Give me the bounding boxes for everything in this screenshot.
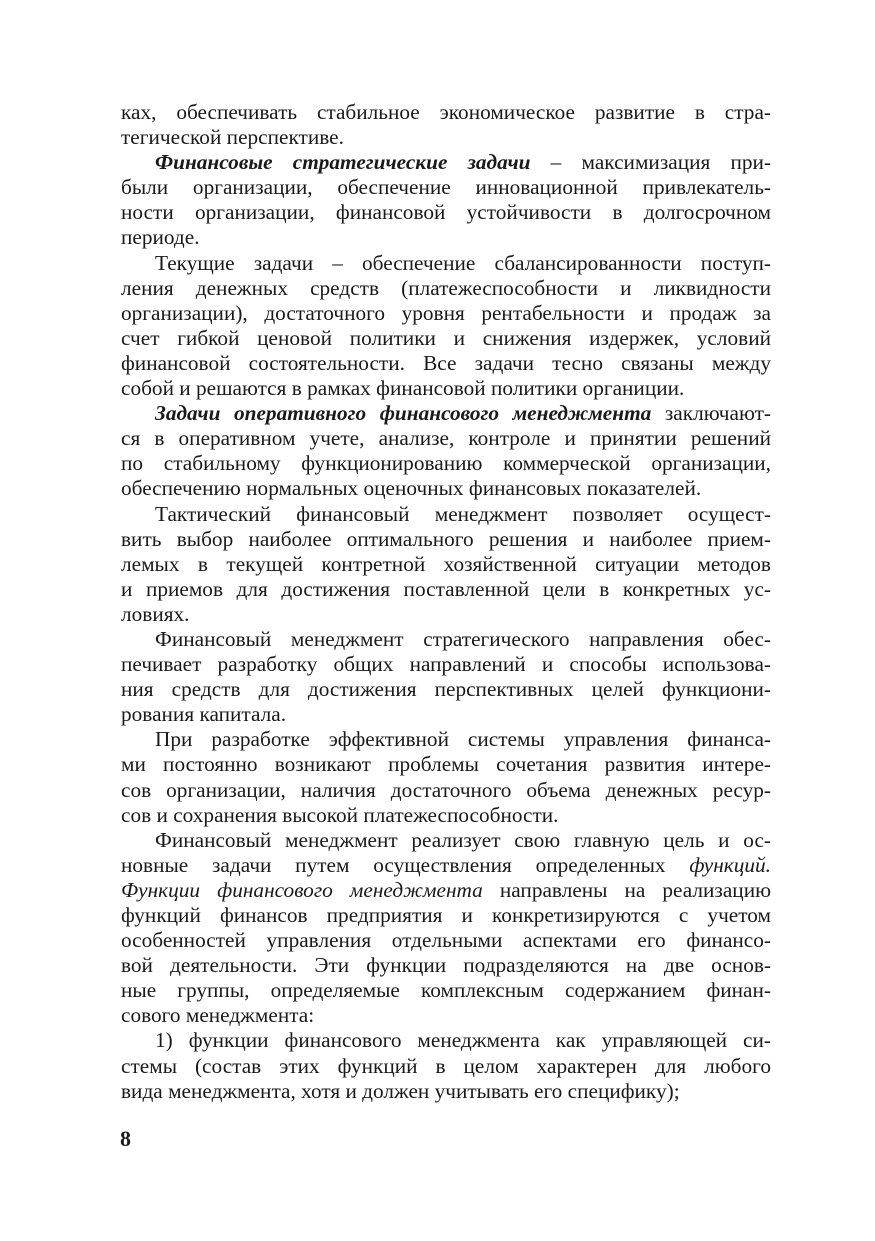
text-line	[121, 225, 771, 250]
text-line	[121, 903, 771, 928]
text-span: заключают-	[651, 401, 771, 426]
text-line	[121, 778, 771, 803]
text-line	[121, 803, 771, 828]
text-line	[121, 928, 771, 953]
text-span: 1) функции финансового менеджмента как управляющей си-	[155, 1028, 771, 1053]
text-span: Финансовый менеджмент реализует свою главную цель и ос-	[155, 827, 771, 852]
text-line	[121, 426, 771, 451]
text-line	[121, 1003, 771, 1028]
emphasized-term: Финансовые стратегические задачи	[155, 150, 531, 175]
paragraph	[121, 150, 771, 250]
text-span: финансовой состоятельности. Все задачи тесно связаны между	[121, 350, 771, 375]
paragraph	[121, 1028, 771, 1103]
text-span: особенностей управления отдельными аспектами его финансо-	[121, 928, 771, 953]
text-span: новные задачи путем осуществления определенных	[121, 852, 690, 877]
text-line	[121, 577, 771, 602]
text-span: счет гибкой ценовой политики и снижения издержек, условий	[121, 325, 771, 350]
text-line	[121, 100, 771, 125]
text-line	[121, 1079, 771, 1104]
text-line	[121, 828, 771, 853]
text-span: вой деятельности. Эти функции подразделяются на две основ-	[121, 953, 771, 978]
text-line	[121, 1028, 771, 1053]
paragraph	[121, 627, 771, 727]
text-line	[121, 301, 771, 326]
paragraph	[121, 727, 771, 827]
text-span: сов и сохранения высокой платежеспособности.	[121, 802, 559, 827]
text-line	[121, 376, 771, 401]
text-span: сов организации, наличия достаточного объема денежных ресур-	[121, 777, 771, 802]
text-span: организации), достаточного уровня рентабельности и продаж за	[121, 300, 771, 325]
text-line	[121, 752, 771, 777]
text-span: обеспечению нормальных оценочных финансовых показателей.	[121, 476, 702, 501]
emphasized-term: Задачи оперативного финансового менеджмента	[155, 401, 652, 426]
text-span: ные группы, определяемые комплексным содержанием финан-	[121, 978, 771, 1003]
paragraph	[121, 251, 771, 402]
text-line	[121, 727, 771, 752]
text-span: периоде.	[121, 225, 200, 250]
text-span: ми постоянно возникают проблемы сочетания развития интере-	[121, 752, 771, 777]
text-line	[121, 527, 771, 552]
text-span: стемы (состав этих функций в целом характерен для любого	[121, 1053, 771, 1078]
text-span: печивает разработку общих направлений и способы использова-	[121, 652, 771, 677]
text-line	[121, 326, 771, 351]
page-number: 8	[120, 1126, 131, 1151]
text-span: ния средств для достижения перспективных целей функциони-	[121, 677, 771, 702]
text-line	[121, 502, 771, 527]
page-body-text	[121, 100, 771, 1104]
text-span: собой и решаются в рамках финансовой политики органиции.	[121, 376, 685, 401]
text-span: ловиях.	[121, 601, 190, 626]
text-line	[121, 677, 771, 702]
text-span: лемых в текущей контретной хозяйственной ситуации методов	[121, 551, 771, 576]
emphasized-term: функций.	[689, 852, 771, 877]
text-line	[121, 125, 771, 150]
text-line	[121, 878, 771, 903]
text-span: вида менеджмента, хотя и должен учитывать его специфику);	[121, 1078, 680, 1103]
text-line	[121, 953, 771, 978]
text-line	[121, 602, 771, 627]
text-span: по стабильному функционированию коммерческой организации,	[121, 451, 771, 476]
text-line	[121, 401, 771, 426]
text-span: сового менеджмента:	[121, 1003, 315, 1028]
text-line	[121, 1054, 771, 1079]
text-span: направлены на реализацию	[482, 877, 772, 902]
text-line	[121, 978, 771, 1003]
text-span: рования капитала.	[121, 702, 287, 727]
paragraph	[121, 401, 771, 501]
text-line	[121, 627, 771, 652]
emphasized-term: Функции финансового менеджмента	[121, 877, 483, 902]
paragraph	[121, 828, 771, 1029]
text-span: Финансовый менеджмент стратегического направления обес-	[155, 626, 771, 651]
text-line	[121, 351, 771, 376]
text-span: ках, обеспечивать стабильное экономическое развитие в стра-	[121, 100, 771, 124]
text-span: Текущие задачи – обеспечение сбалансированности поступ-	[155, 250, 771, 275]
paragraph	[121, 100, 771, 150]
text-span: тегической перспективе.	[121, 125, 344, 150]
text-line	[121, 251, 771, 276]
text-span: Тактический финансовый менеджмент позволяет осущест-	[155, 501, 771, 526]
text-line	[121, 853, 771, 878]
text-span: были организации, обеспечение инновационной привлекатель-	[121, 175, 771, 200]
text-span: ся в оперативном учете, анализе, контроле и принятии решений	[121, 426, 771, 451]
text-line	[121, 652, 771, 677]
text-line	[121, 150, 771, 175]
text-line	[121, 200, 771, 225]
text-line	[121, 451, 771, 476]
text-line	[121, 276, 771, 301]
text-span: функций финансов предприятия и конкретизируются с учетом	[121, 903, 771, 927]
text-line	[121, 175, 771, 200]
text-span: При разработке эффективной системы управления финанса-	[155, 727, 771, 752]
text-line	[121, 702, 771, 727]
text-span: ности организации, финансовой устойчивости в долгосрочном	[121, 200, 771, 225]
text-line	[121, 476, 771, 501]
text-span: и приемов для достижения поставленной цели в конкретных ус-	[121, 576, 771, 601]
text-span: вить выбор наиболее оптимального решения и наиболее прием-	[121, 526, 771, 551]
text-span: – максимизация при-	[530, 150, 772, 175]
text-span: ления денежных средств (платежеспособности и ликвидности	[121, 275, 771, 300]
paragraph	[121, 502, 771, 627]
text-line	[121, 552, 771, 577]
